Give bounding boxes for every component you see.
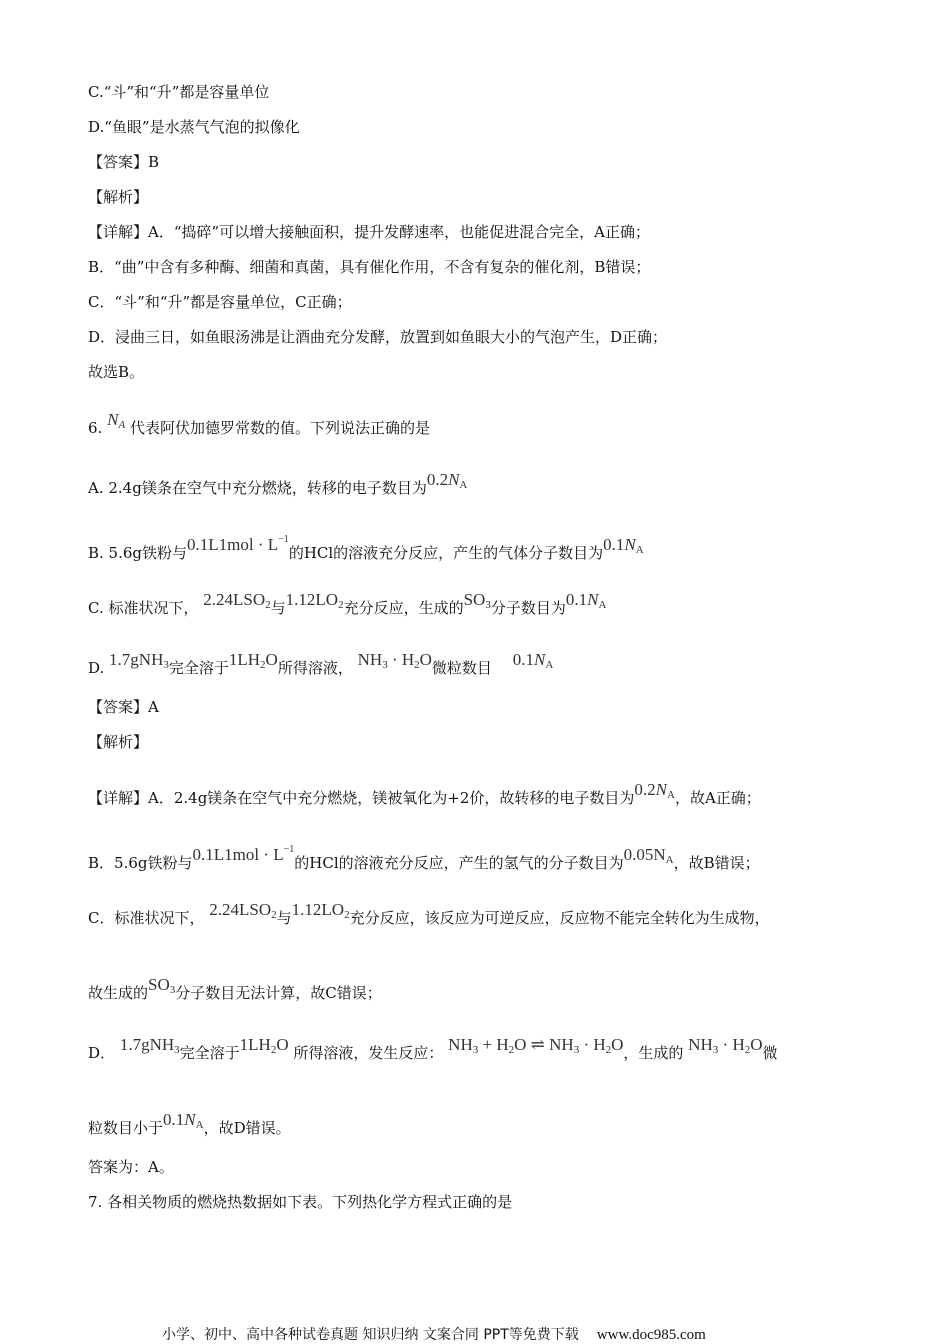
q6-explain-b-text2: 的HCl的溶液充分反应，产生的氢气的分子数目为	[294, 854, 624, 872]
formula-nh3: 1.7gNH3	[119, 1035, 180, 1056]
formula-so3: SO3	[463, 590, 491, 611]
q6-explain-c-text5: 分子数目无法计算，故C错误；	[175, 984, 382, 1002]
footer-text: 小学、初中、高中各种试卷真题 知识归纳 文案合同 PPT等免费下载	[162, 1327, 579, 1343]
formula-so3: SO3	[148, 975, 176, 996]
q5-detail-a: 【详解】A．“捣碎”可以增大接触面积，提升发酵速率，也能促进混合完全，A正确；	[88, 223, 651, 241]
q6-stem	[88, 410, 862, 438]
q6-explain-d-text4: ，生成的	[623, 1044, 684, 1062]
q6-number: 6.	[88, 419, 103, 437]
q6-option-a-text: A. 2.4g镁条在空气中充分燃烧，转移的电子数目为	[88, 479, 427, 497]
q6-option-d-text3: 所得溶液，	[277, 659, 353, 677]
q6-option-d	[88, 650, 862, 678]
formula-nh3h2o: NH3 · H2O	[357, 650, 432, 671]
formula-nh3h2o: NH3 · H2O	[688, 1035, 763, 1056]
formula-0.2na: 0.2NA	[426, 470, 468, 491]
q6-explain-c	[88, 900, 862, 928]
q6-option-b	[88, 530, 862, 563]
q6-explain-d-text5: 微	[762, 1044, 778, 1062]
q6-explain-c-cont	[88, 975, 862, 1003]
q5-answer: 【答案】B	[88, 153, 160, 171]
q6-option-d-text2: 完全溶于	[168, 659, 229, 677]
q6-explain-c-text4: 故生成的	[88, 984, 149, 1002]
q6-final-answer: 答案为：A。	[88, 1158, 174, 1176]
q6-option-d-text1: D.	[88, 659, 105, 677]
q6-option-c-text1: C. 标准状况下，	[88, 599, 199, 617]
q6-option-c	[88, 590, 862, 618]
q6-option-a	[88, 470, 862, 498]
q5-detail-d: D．浸曲三日，如鱼眼汤沸是让酒曲充分发酵，放置到如鱼眼大小的气泡产生，D正确；	[88, 328, 668, 346]
formula-0.1na: 0.1NA	[565, 590, 607, 611]
formula-nh3: 1.7gNH3	[109, 650, 169, 671]
q6-explain-d-text1: D．	[88, 1044, 116, 1062]
q7-stem: 7. 各相关物质的燃烧热数据如下表。下列热化学方程式正确的是	[88, 1193, 513, 1211]
q6-explain-d-text7: ，故D错误。	[203, 1119, 291, 1137]
q5-analysis-heading: 【解析】	[88, 188, 149, 206]
q6-option-c-text4: 分子数目为	[490, 599, 566, 617]
q6-answer: 【答案】A	[88, 698, 159, 716]
q6-explain-a	[88, 780, 862, 808]
q6-option-b-text2: 的HCl的溶液充分反应，产生的气体分子数目为	[288, 544, 604, 562]
formula-o2: 1.12LO2	[291, 900, 350, 921]
formula-o2: 1.12LO2	[285, 590, 344, 611]
page-footer	[162, 1324, 706, 1344]
q6-explain-a-text1: 【详解】A．2.4g镁条在空气中充分燃烧，镁被氧化为+2价，故转移的电子数目为	[88, 789, 635, 807]
q5-option-c: C.“斗”和“升”都是容量单位	[88, 83, 270, 101]
q6-explain-b-text1: B．5.6g铁粉与	[88, 854, 193, 872]
formula-0.2na: 0.2NA	[634, 780, 675, 801]
q6-option-b-text1: B. 5.6g铁粉与	[88, 544, 188, 562]
q5-detail-c: C．“斗”和“升”都是容量单位，C正确；	[88, 293, 352, 311]
formula-so2: 2.24LSO2	[209, 900, 277, 921]
formula-0.1na: 0.1NA	[603, 535, 644, 556]
q6-explain-a-text2: ，故A正确；	[674, 789, 761, 807]
q6-explain-d	[88, 1035, 862, 1063]
formula-conc: $0.1L1mol \cdot L^{-1}$	[187, 534, 289, 554]
formula-na: NA	[107, 410, 126, 431]
q6-stem-text: 代表阿伏加德罗常数的值。下列说法正确的是	[129, 419, 430, 437]
formula-conc: $0.1L1mol \cdot L^{-1}$	[192, 844, 295, 864]
q6-analysis-heading: 【解析】	[88, 733, 149, 751]
q5-conclusion: 故选B。	[88, 363, 145, 381]
q6-explain-c-text3: 充分反应，该反应为可逆反应，反应物不能完全转化为生成物，	[349, 909, 770, 927]
q6-explain-d-cont	[88, 1110, 862, 1138]
q6-explain-d-text6: 粒数目小于	[88, 1119, 164, 1137]
q5-option-d: D.“鱼眼”是水蒸气气泡的拟像化	[88, 118, 300, 136]
q5-detail-b: B．“曲”中含有多种酶、细菌和真菌，具有催化作用，不含有复杂的催化剂，B错误；	[88, 258, 651, 276]
q6-option-d-text4: 微粒数目	[431, 659, 492, 677]
q6-explain-b-text3: ，故B错误；	[673, 854, 760, 872]
q6-explain-d-text2: 完全溶于	[179, 1044, 240, 1062]
q6-explain-c-text1: C．标准状况下，	[88, 909, 205, 927]
q6-explain-c-text2: 与	[276, 909, 292, 927]
formula-0.05na: 0.05NA	[623, 845, 674, 866]
formula-0.1na: 0.1NA	[163, 1110, 204, 1131]
q6-option-c-text2: 与	[270, 599, 286, 617]
formula-h2o: 1LH2O	[228, 650, 278, 671]
formula-equilibrium: NH3 + H2O ⇌ NH3 · H2O	[448, 1035, 624, 1056]
q6-option-c-text3: 充分反应，生成的	[343, 599, 464, 617]
formula-h2o: 1LH2O	[239, 1035, 289, 1056]
q6-explain-d-text3: 所得溶液，发生反应：	[293, 1044, 444, 1062]
footer-url[interactable]: www.doc985.com	[596, 1327, 706, 1343]
q6-explain-b	[88, 840, 862, 873]
formula-so2: 2.24LSO2	[203, 590, 271, 611]
formula-0.1na: 0.1NA	[512, 650, 554, 671]
